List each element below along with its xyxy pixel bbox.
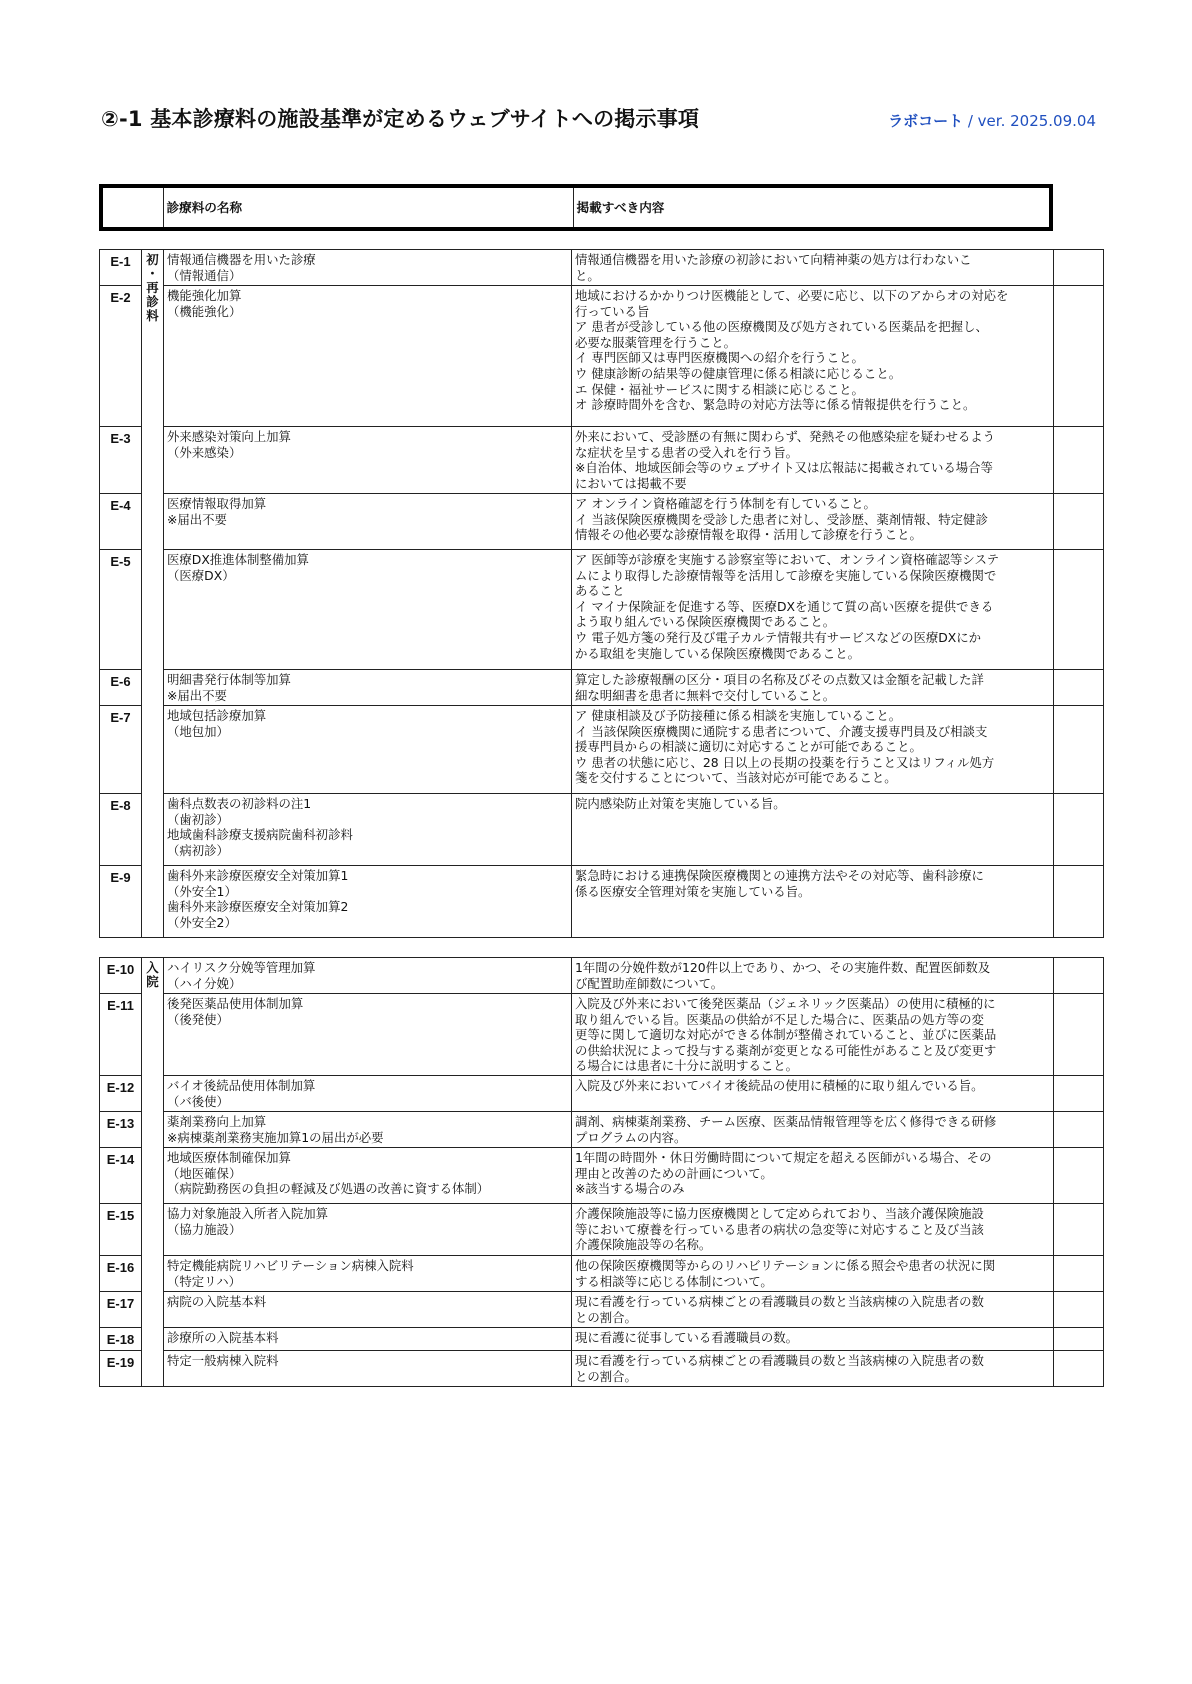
table-row	[100, 1351, 1104, 1387]
item-code: E-12	[100, 1076, 142, 1112]
item-content-line: する相談等に応じる体制について。	[575, 1273, 773, 1289]
item-content	[572, 550, 1054, 670]
item-content-line: 箋を交付することについて、当該対応が可能であること。	[575, 770, 897, 786]
check-cell	[1054, 550, 1104, 670]
item-content-line: ウ 健康診断の結果等の健康管理に係る相談に応じること。	[575, 365, 902, 381]
item-content-line: イ 専門医師又は専門医療機関への紹介を行うこと。	[575, 350, 864, 366]
item-content-line: 情報通信機器を用いた診療の初診において向精神薬の処方は行わないこ	[575, 252, 972, 267]
item-name	[164, 706, 572, 794]
item-name	[164, 670, 572, 706]
item-name-line: 明細書発行体制等加算	[167, 672, 291, 687]
table-row	[100, 1292, 1104, 1328]
item-name-line: 協力対象施設入所者入院加算	[167, 1206, 329, 1221]
item-name-line: ※届出不要	[167, 687, 227, 703]
item-name-line: ※病棟薬剤業務実施加算1の届出が必要	[167, 1129, 384, 1145]
item-name-line: バイオ後続品使用体制加算	[167, 1078, 316, 1093]
item-content-line: 院内感染防止対策を実施している旨。	[575, 796, 786, 811]
version-label	[888, 110, 1096, 131]
item-name	[164, 1076, 572, 1112]
item-code: E-19	[100, 1351, 142, 1387]
item-name-line: （医療DX）	[167, 567, 235, 583]
check-cell	[1054, 958, 1104, 994]
item-content	[572, 427, 1054, 494]
item-name	[164, 1112, 572, 1148]
item-name	[164, 866, 572, 938]
item-name-line: 歯科点数表の初診料の注1	[167, 796, 312, 811]
item-content	[572, 1112, 1054, 1148]
item-name	[164, 794, 572, 866]
item-name	[164, 1148, 572, 1204]
check-cell	[1054, 1351, 1104, 1387]
table-row	[100, 1204, 1104, 1256]
item-name-line: 特定一般病棟入院料	[167, 1353, 279, 1368]
item-code: E-15	[100, 1204, 142, 1256]
table-row	[100, 1148, 1104, 1204]
item-content-line: イ マイナ保険証を促進する等、医療DXを通じて質の高い医療を提供できる	[575, 598, 994, 614]
item-name-line: （地医確保）	[167, 1165, 242, 1181]
category-char: 再	[146, 280, 159, 295]
item-name	[164, 1204, 572, 1256]
category-cell	[142, 958, 164, 1387]
item-content-line: 1年間の時間外・休日労働時間について規定を超える医師がいる場合、その	[575, 1150, 992, 1165]
item-name	[164, 994, 572, 1076]
item-content	[572, 958, 1054, 994]
item-code: E-10	[100, 958, 142, 994]
section-outpatient-table	[99, 249, 1104, 938]
item-name-line: 診療所の入院基本料	[167, 1330, 279, 1345]
item-name-line: 特定機能病院リハビリテーション病棟入院料	[167, 1258, 414, 1273]
item-name-line: （歯初診）	[167, 811, 229, 827]
column-header-content: 掲載すべき内容	[573, 186, 1051, 229]
item-content-line: び配置助産師数について。	[575, 975, 724, 991]
item-name-line: （協力施設）	[167, 1221, 242, 1237]
table-row	[100, 670, 1104, 706]
item-code: E-18	[100, 1328, 142, 1351]
table-row	[100, 1112, 1104, 1148]
item-name-line: 情報通信機器を用いた診療	[167, 252, 316, 267]
item-name-line: （機能強化）	[167, 303, 242, 319]
table-row	[100, 794, 1104, 866]
item-content-line: 援専門員からの相談に適切に対応することが可能であること。	[575, 739, 922, 755]
table-row	[100, 494, 1104, 550]
item-content-line: ※該当する場合のみ	[575, 1181, 685, 1197]
table-row	[100, 286, 1104, 427]
item-content	[572, 1292, 1054, 1328]
table-row	[100, 706, 1104, 794]
item-code: E-1	[100, 250, 142, 286]
item-content-line: ※自治体、地域医師会等のウェブサイト又は広報誌に掲載されている場合等	[575, 460, 993, 476]
item-name-line: ※届出不要	[167, 511, 227, 527]
item-content-line: との割合。	[575, 1309, 637, 1325]
check-cell	[1054, 706, 1104, 794]
item-content-line: 情報その他必要な診療情報を取得・活用して診療を行うこと。	[575, 527, 922, 543]
item-content-line: 調剤、病棟薬剤業務、チーム医療、医薬品情報管理等を広く修得できる研修	[575, 1114, 997, 1129]
item-name	[164, 1351, 572, 1387]
item-name	[164, 250, 572, 286]
item-content-line: あること	[575, 583, 625, 599]
item-content	[572, 1351, 1054, 1387]
item-content-line: ア 患者が受診している他の医療機関及び処方されている医薬品を把握し、	[575, 319, 988, 335]
category-char: ・	[146, 266, 159, 281]
item-name-line: （地包加）	[167, 723, 229, 739]
item-content-line: る場合には患者に十分に説明すること。	[575, 1058, 799, 1074]
category-cell	[142, 250, 164, 938]
item-content	[572, 794, 1054, 866]
item-name-line: 地域歯科診療支援病院歯科初診料	[167, 827, 353, 843]
item-content-line: と。	[575, 267, 600, 283]
item-name-line: 薬剤業務向上加算	[167, 1114, 267, 1129]
item-code: E-17	[100, 1292, 142, 1328]
table-row	[100, 1076, 1104, 1112]
item-content	[572, 706, 1054, 794]
check-cell	[1054, 1328, 1104, 1351]
item-content	[572, 1328, 1054, 1351]
item-content-line: 他の保険医療機関等からのリハビリテーションに係る照会や患者の状況に関	[575, 1258, 996, 1273]
item-content-line: 行っている旨	[575, 303, 650, 319]
check-cell	[1054, 1076, 1104, 1112]
check-cell	[1054, 1204, 1104, 1256]
item-content-line: 算定した診療報酬の区分・項目の名称及びその点数又は金額を記載した詳	[575, 672, 984, 687]
item-name-line: （特定リハ）	[167, 1273, 241, 1289]
item-content-line: かる取組を実施している保険医療機関であること。	[575, 645, 860, 661]
item-name-line: 外来感染対策向上加算	[167, 429, 291, 444]
item-content-line: ア 健康相談及び予防接種に係る相談を実施していること。	[575, 708, 902, 723]
item-content-line: の供給状況によって投与する薬剤が変更となる可能性があること及び変更す	[575, 1042, 997, 1058]
item-code: E-13	[100, 1112, 142, 1148]
item-content-line: 係る医療安全管理対策を実施している旨。	[575, 883, 811, 899]
column-header-table	[99, 184, 1053, 231]
item-content-line: 入院及び外来において後発医薬品（ジェネリック医薬品）の使用に積極的に	[575, 996, 996, 1011]
item-name-line: （病初診）	[167, 842, 229, 858]
check-cell	[1054, 1292, 1104, 1328]
item-name	[164, 958, 572, 994]
check-cell	[1054, 1148, 1104, 1204]
item-content-line: においては掲載不要	[575, 475, 687, 491]
item-name-line: （後発使）	[167, 1011, 229, 1027]
table-row	[100, 1256, 1104, 1292]
check-cell	[1054, 1256, 1104, 1292]
item-content-line: オ 診療時間外を含む、緊急時の対応方法等に係る情報提供を行うこと。	[575, 397, 976, 413]
item-content-line: 入院及び外来においてバイオ後続品の使用に積極的に取り組んでいる旨。	[575, 1078, 984, 1093]
item-name-line: （外安全2）	[167, 914, 237, 930]
item-content-line: 等において療養を行っている患者の病状の急変等に対応すること及び当該	[575, 1221, 984, 1237]
column-header-name: 診療料の名称	[163, 186, 573, 229]
check-cell	[1054, 250, 1104, 286]
check-cell	[1054, 494, 1104, 550]
item-code: E-8	[100, 794, 142, 866]
item-content-line: ムにより取得した診療情報等を活用して診療を実施している保険医療機関で	[575, 567, 997, 583]
item-code: E-5	[100, 550, 142, 670]
item-code: E-2	[100, 286, 142, 427]
item-name-line: ハイリスク分娩等管理加算	[167, 960, 316, 975]
item-content-line: エ 保健・福祉サービスに関する相談に応じること。	[575, 381, 864, 397]
item-content-line: イ 当該保険医療機関に通院する患者について、介護支援専門員及び相談支	[575, 723, 988, 739]
check-cell	[1054, 866, 1104, 938]
item-name-line: 機能強化加算	[167, 288, 242, 303]
item-content-line: ア 医師等が診療を実施する診察室等において、オンライン資格確認等システ	[575, 552, 999, 567]
item-name-line: （外来感染）	[167, 444, 242, 460]
item-content-line: 1年間の分娩件数が120件以上であり、かつ、その実施件数、配置医師数及	[575, 960, 991, 975]
item-content	[572, 1076, 1054, 1112]
item-content-line: 理由と改善のための計画について。	[575, 1165, 773, 1181]
category-char: 初	[146, 252, 159, 267]
item-code: E-6	[100, 670, 142, 706]
item-name	[164, 286, 572, 427]
table-row	[100, 250, 1104, 286]
category-char: 診	[146, 294, 159, 309]
item-name-line: 歯科外来診療医療安全対策加算1	[167, 868, 349, 883]
category-char: 院	[146, 974, 159, 989]
item-name-line: （情報通信）	[167, 267, 242, 283]
table-row	[100, 550, 1104, 670]
item-name	[164, 550, 572, 670]
item-content	[572, 250, 1054, 286]
item-name-line: （ハイ分娩）	[167, 975, 242, 991]
item-name-line: （病院勤務医の負担の軽減及び処遇の改善に資する体制）	[167, 1181, 490, 1197]
item-content-line: 細な明細書を患者に無料で交付していること。	[575, 687, 836, 703]
item-name-line: 地域医療体制確保加算	[167, 1150, 291, 1165]
item-content-line: 取り組んでいる旨。医薬品の供給が不足した場合に、医薬品の処方等の変	[575, 1011, 984, 1027]
item-name	[164, 1256, 572, 1292]
table-row	[100, 1328, 1104, 1351]
item-content-line: よう取り組んでいる保険医療機関であること。	[575, 614, 836, 630]
section-inpatient-table	[99, 957, 1104, 1387]
item-content-line: 外来において、受診歴の有無に関わらず、発熱その他感染症を疑わせるよう	[575, 429, 996, 444]
item-content	[572, 1148, 1054, 1204]
item-name-line: （バ後使）	[167, 1093, 229, 1109]
item-content-line: イ 当該保険医療機関を受診した患者に対し、受診歴、薬剤情報、特定健診	[575, 511, 988, 527]
item-code: E-4	[100, 494, 142, 550]
check-cell	[1054, 670, 1104, 706]
item-name-line: 医療DX推進体制整備加算	[167, 552, 309, 567]
table-row	[100, 427, 1104, 494]
item-content-line: 現に看護を行っている病棟ごとの看護職員の数と当該病棟の入院患者の数	[575, 1353, 984, 1368]
item-content-line: 必要な服薬管理を行うこと。	[575, 334, 737, 350]
item-name	[164, 1328, 572, 1351]
item-content-line: との割合。	[575, 1368, 637, 1384]
header-blank-cell	[101, 186, 163, 229]
item-content-line: ウ 電子処方箋の発行及び電子カルテ情報共有サービスなどの医療DXにか	[575, 629, 982, 645]
item-content	[572, 994, 1054, 1076]
item-name-line: 後発医薬品使用体制加算	[167, 996, 304, 1011]
check-cell	[1054, 1112, 1104, 1148]
item-name-line: 医療情報取得加算	[167, 496, 267, 511]
item-code: E-14	[100, 1148, 142, 1204]
table-row	[100, 866, 1104, 938]
item-name	[164, 427, 572, 494]
category-char: 料	[146, 308, 159, 323]
item-content-line: 現に看護に従事している看護職員の数。	[575, 1330, 799, 1345]
item-content-line: 緊急時における連携保険医療機関との連携方法やその対応等、歯科診療に	[575, 868, 984, 883]
version-number: / ver. 2025.09.04	[963, 112, 1096, 130]
item-name-line: 病院の入院基本料	[167, 1294, 267, 1309]
check-cell	[1054, 286, 1104, 427]
item-content-line: プログラムの内容。	[575, 1129, 687, 1145]
page-title: ②-1 基本診療料の施設基準が定めるウェブサイトへの掲示事項	[101, 107, 700, 131]
check-cell	[1054, 794, 1104, 866]
item-name	[164, 1292, 572, 1328]
check-cell	[1054, 427, 1104, 494]
item-code: E-11	[100, 994, 142, 1076]
item-content-line: 更等に関して適切な対応ができる体制が整備されていること、並びに医薬品	[575, 1027, 997, 1043]
item-content	[572, 1204, 1054, 1256]
item-content-line: 地域におけるかかりつけ医機能として、必要に応じ、以下のアからオの対応を	[575, 288, 1009, 303]
brand-name: ラボコート	[888, 112, 964, 130]
item-name-line: （外安全1）	[167, 883, 237, 899]
item-content-line: ウ 患者の状態に応じ、28 日以上の長期の投薬を行うこと又はリフィル処方	[575, 754, 995, 770]
item-content-line: ア オンライン資格確認を行う体制を有していること。	[575, 496, 876, 511]
item-code: E-3	[100, 427, 142, 494]
item-content-line: 現に看護を行っている病棟ごとの看護職員の数と当該病棟の入院患者の数	[575, 1294, 984, 1309]
item-name-line: 歯科外来診療医療安全対策加算2	[167, 899, 349, 915]
table-row	[100, 958, 1104, 994]
item-code: E-7	[100, 706, 142, 794]
item-content-line: 介護保険施設等に協力医療機関として定められており、当該介護保険施設	[575, 1206, 984, 1221]
item-code: E-9	[100, 866, 142, 938]
item-name-line: 地域包括診療加算	[167, 708, 267, 723]
category-char: 入	[146, 960, 159, 975]
item-content	[572, 286, 1054, 427]
item-code: E-16	[100, 1256, 142, 1292]
table-row	[100, 994, 1104, 1076]
item-content-line: 介護保険施設等の名称。	[575, 1237, 712, 1253]
item-content	[572, 670, 1054, 706]
check-cell	[1054, 994, 1104, 1076]
item-content	[572, 866, 1054, 938]
item-content	[572, 494, 1054, 550]
item-content	[572, 1256, 1054, 1292]
item-content-line: な症状を呈する患者の受入れを行う旨。	[575, 444, 799, 460]
item-name	[164, 494, 572, 550]
